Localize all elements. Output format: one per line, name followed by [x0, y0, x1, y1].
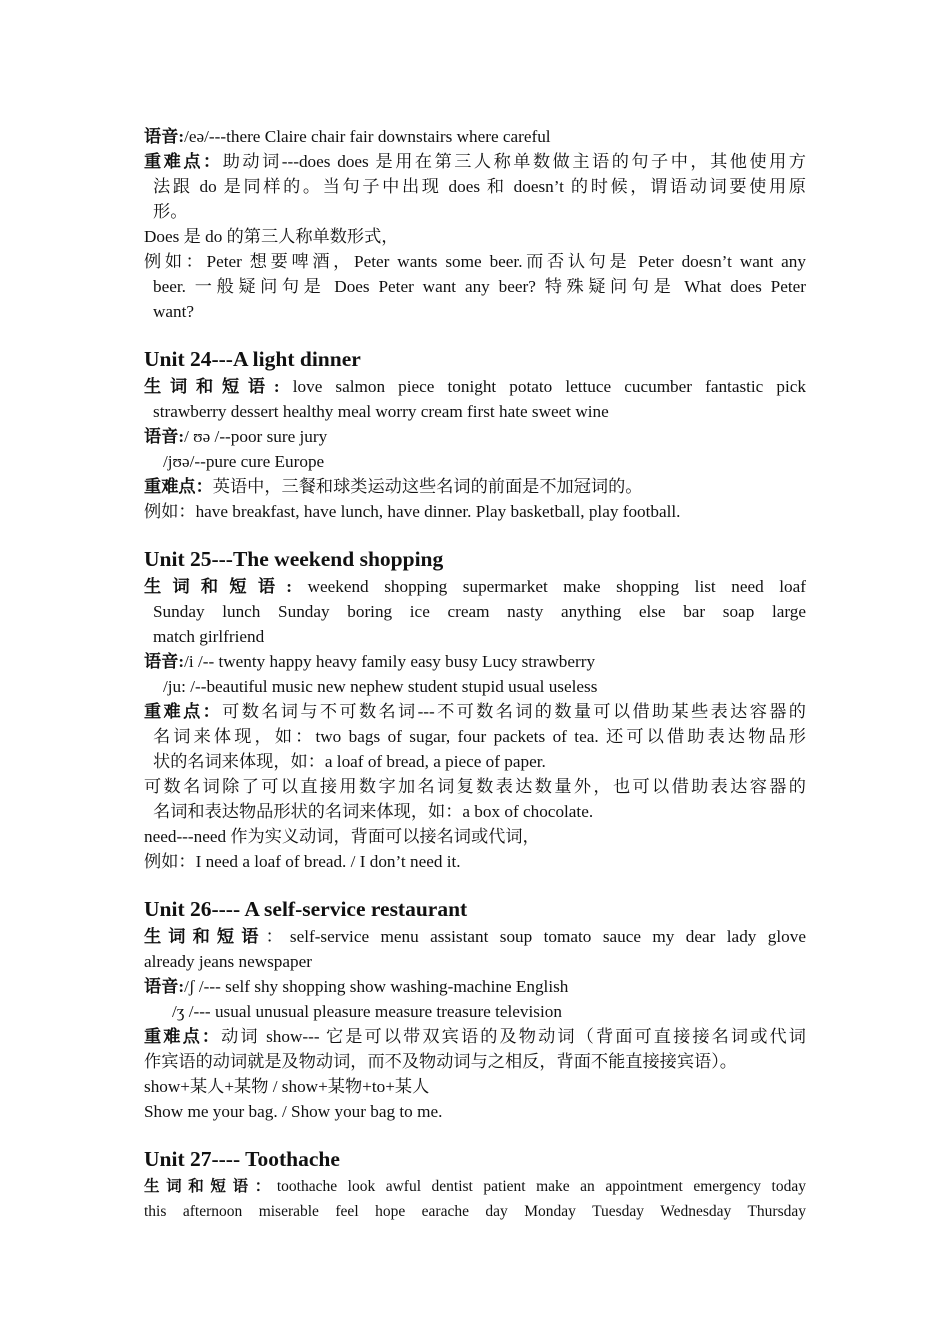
- unit23-example-cont-2: want?: [153, 302, 195, 321]
- unit25-need: need---need 作为实义动词，背面可以接名词或代词，: [144, 827, 540, 846]
- unit26-vocab-cont: already jeans newspaper: [144, 952, 312, 971]
- unit25-note-cont: 名词和表达物品形状的名词来体现，如：a box of chocolate.: [153, 802, 594, 821]
- pronunciation-text: / ʊə /--poor sure jury: [184, 427, 328, 446]
- unit25-vocab-cont: Sunday lunch Sunday boring ice cream nasty anything else bar soap large: [153, 602, 806, 621]
- pronunciation-text: /ʃ /--- self shy shopping show washing-machine English: [184, 977, 569, 996]
- unit25-note: 可数名词除了可以直接用数字加名词复数表达数量外，也可以借助表达容器的: [144, 777, 806, 796]
- unit23-note: Does 是 do 的第三人称单数形式，: [144, 227, 399, 246]
- key-point-text: 英语中，三餐和球类运动这些名词的前面是不加冠词的。: [212, 477, 643, 496]
- vocab-label: 生词和短语:: [144, 577, 292, 596]
- unit25-example: 例如：I need a loaf of bread. / I don’t need it.: [144, 852, 461, 871]
- unit23-key-point-cont-2: 形。: [153, 202, 188, 221]
- unit27-vocab-cont: this afternoon miserable feel hope earache day Monday Tuesday Wednesday Thursday: [144, 1203, 806, 1220]
- vocab-text: ：self-service menu assistant soup tomato sauce my dear lady glove: [265, 927, 806, 946]
- unit24-heading: Unit 24---A light dinner: [144, 347, 361, 371]
- unit25-key-point-cont: 名词来体现，如：two bags of sugar, four packets of tea. 还可以借助表达物品形: [153, 727, 806, 746]
- pronunciation-label: 语音:: [144, 427, 185, 446]
- unit26-pronunciation-cont: /ʒ /--- usual unusual pleasure measure treasure television: [172, 1002, 562, 1021]
- key-point-text: 可数名词与不可数名词---不可数名词的数量可以借助某些表达容器的: [222, 702, 806, 721]
- vocab-text: weekend shopping supermarket make shopping list need loaf: [292, 577, 806, 596]
- key-point-label: 重难点：: [144, 477, 213, 496]
- key-point-text: 动词 show--- 它是可以带双宾语的及物动词（背面可直接接名词或代词: [221, 1027, 806, 1046]
- unit26-example: Show me your bag. / Show your bag to me.: [144, 1102, 443, 1121]
- unit26-vocab: [144, 924, 806, 949]
- unit23-key-point-cont: 法跟 do 是同样的。当句子中出现 does 和 doesn’t 的时候，谓语动词要使用原: [153, 177, 806, 196]
- pronunciation-label: 语音:: [144, 652, 185, 671]
- unit25-pronunciation: [144, 649, 806, 674]
- unit27-vocab: [144, 1174, 806, 1199]
- unit24-key-point: [144, 474, 806, 499]
- unit25-pronunciation-cont: /ju: /--beautiful music new nephew student stupid usual useless: [163, 677, 598, 696]
- pronunciation-label: 语音:: [144, 977, 185, 996]
- unit23-example: 例如：Peter 想要啤酒，Peter wants some beer.而否认句是 Peter doesn’t want any: [144, 252, 806, 271]
- vocab-label: 生词和短语: [144, 927, 266, 946]
- unit26-key-point: [144, 1024, 806, 1049]
- vocab-label: 生词和短语:: [144, 377, 280, 396]
- unit25-key-point-cont-2: 状的名词来体现，如：a loaf of bread, a piece of paper.: [153, 752, 546, 771]
- unit24-vocab: [144, 374, 806, 399]
- unit24-pronunciation: [144, 424, 806, 449]
- unit25-vocab-cont-2: match girlfriend: [153, 627, 265, 646]
- vocab-text: love salmon piece tonight potato lettuce cucumber fantastic pick: [279, 377, 806, 396]
- pronunciation-label: 语音:: [144, 127, 185, 146]
- unit27-heading: Unit 27---- Toothache: [144, 1147, 340, 1171]
- unit23-key-point: [144, 149, 806, 174]
- vocab-label: 生词和短语：: [144, 1178, 277, 1195]
- unit23-pronunciation: [144, 124, 806, 149]
- key-point-label: 重难点：: [144, 702, 223, 721]
- unit23-example-cont: beer. 一般疑问句是 Does Peter want any beer? 特殊疑问句是 What does Peter: [153, 277, 806, 296]
- vocab-text: toothache look awful dentist patient make an appointment emergency today: [276, 1178, 806, 1195]
- pronunciation-text: /i /-- twenty happy heavy family easy busy Lucy strawberry: [184, 652, 596, 671]
- key-point-label: 重难点：: [144, 152, 223, 171]
- unit26-heading: Unit 26---- A self-service restaurant: [144, 897, 468, 921]
- unit25-heading: Unit 25---The weekend shopping: [144, 547, 444, 571]
- unit26-pattern: show+某人+某物 / show+某物+to+某人: [144, 1077, 430, 1096]
- unit24-vocab-cont: strawberry dessert healthy meal worry cream first hate sweet wine: [153, 402, 609, 421]
- pronunciation-text: /eə/---there Claire chair fair downstairs where careful: [184, 127, 551, 146]
- unit26-key-point-cont: 作宾语的动词就是及物动词，而不及物动词与之相反，背面不能直接接宾语）。: [144, 1052, 737, 1071]
- unit24-example: 例如：have breakfast, have lunch, have dinner. Play basketball, play football.: [144, 502, 681, 521]
- unit26-pronunciation: [144, 974, 806, 999]
- unit25-key-point: [144, 699, 806, 724]
- unit25-vocab: [144, 574, 806, 599]
- document-page: [144, 124, 806, 1224]
- unit24-pronunciation-cont: /jʊə/--pure cure Europe: [163, 452, 325, 471]
- key-point-text: 助动词---does does 是用在第三人称单数做主语的句子中，其他使用方: [222, 152, 806, 171]
- key-point-label: 重难点：: [144, 1027, 222, 1046]
